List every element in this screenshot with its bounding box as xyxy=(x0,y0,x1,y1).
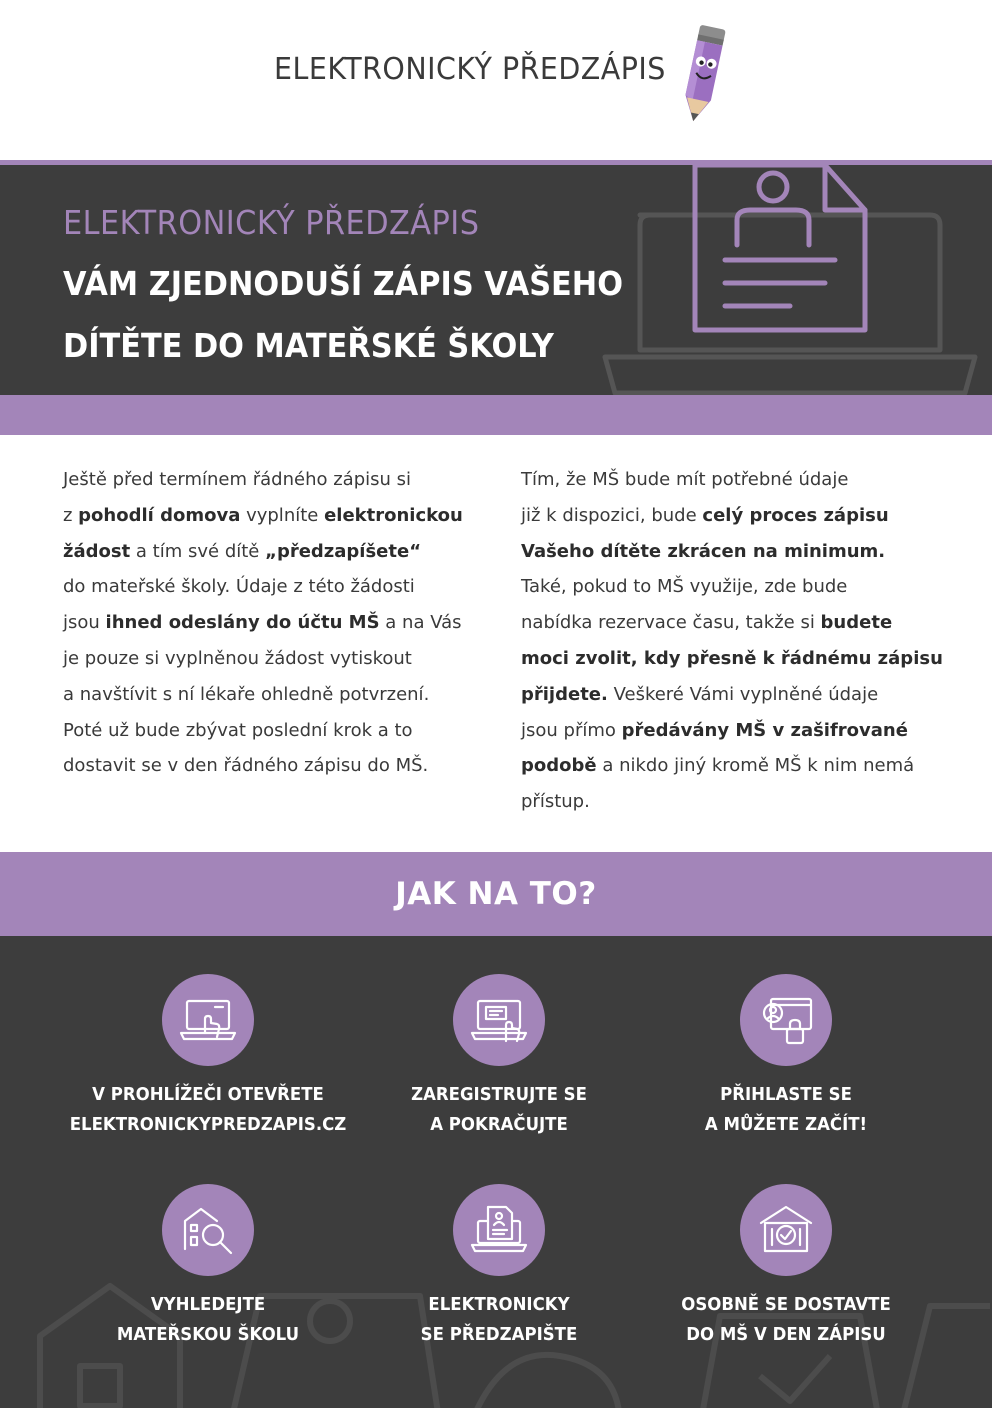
step-preregister: ELEKTRONICKY SE PŘEDZAPIŠTE xyxy=(339,1184,659,1350)
school-search-icon xyxy=(177,1199,239,1261)
school-check-icon xyxy=(755,1199,817,1261)
step-find-school: VYHLEDEJTE MATEŘSKOU ŠKOLU xyxy=(48,1184,368,1350)
steps-section xyxy=(0,936,992,1408)
logo-text: ELEKTRONICKÝ PŘEDZÁPIS xyxy=(274,52,666,87)
hero-banner xyxy=(0,165,992,395)
step-attend: OSOBNĚ SE DOSTAVTE DO MŠ V DEN ZÁPISU xyxy=(626,1184,946,1350)
how-to-banner xyxy=(0,852,992,936)
hero-title: VÁM ZJEDNODUŠÍ ZÁPIS VAŠEHO DÍTĚTE DO MATEŘSKÉ ŠKOLY xyxy=(63,264,624,365)
intro-text-left: Ještě před termínem řádného zápisu si z pohodlí domova vyplníte elektronickou žádost a tím své dítě „předzapíšete“ do mateřské školy. Údaje z této žádosti jsou ihned odeslány do účtu MŠ a na Vás je pouze si vyplněnou žádost vytiskout a navštívit s ní lékaře ohledně potvrzení. Poté už bude zbývat poslední krok a to dostavit se v den řádného zápisu do MŠ. xyxy=(63,469,463,777)
step-register: ZAREGISTRUJTE SE A POKRAČUJTE xyxy=(339,974,659,1140)
hero-purple-band xyxy=(0,395,992,435)
hero-subtitle: ELEKTRONICKÝ PŘEDZÁPIS xyxy=(63,203,480,242)
pencil-mascot-icon xyxy=(672,20,732,130)
step-login: PŘIHLASTE SE A MŮŽETE ZAČÍT! xyxy=(626,974,946,1140)
laptop-document-illustration-icon xyxy=(600,165,992,395)
intro-text-right: Tím, že MŠ bude mít potřebné údaje již k dispozici, bude celý proces zápisu Vašeho dítěte zkrácen na minimum. Také, pokud to MŠ využije, zde bude nabídka rezervace času, takže si budete moci zvolit, kdy přesně k řádnému zápisu přijdete. Veškeré Vámi vyplněné údaje jsou přímo předávány MŠ v zašifrované podobě a nikdo jiný kromě MŠ k nim nemá přístup. xyxy=(521,469,943,813)
laptop-document-icon xyxy=(468,1199,530,1261)
how-to-title: JAK NA TO? xyxy=(395,876,597,912)
step-open-browser: V PROHLÍŽEČI OTEVŘETE ELEKTRONICKYPREDZAPIS.CZ xyxy=(48,974,368,1140)
laptop-register-icon xyxy=(468,989,530,1051)
laptop-pointer-icon xyxy=(177,989,239,1051)
page-header xyxy=(0,0,992,160)
user-lock-icon xyxy=(755,989,817,1051)
